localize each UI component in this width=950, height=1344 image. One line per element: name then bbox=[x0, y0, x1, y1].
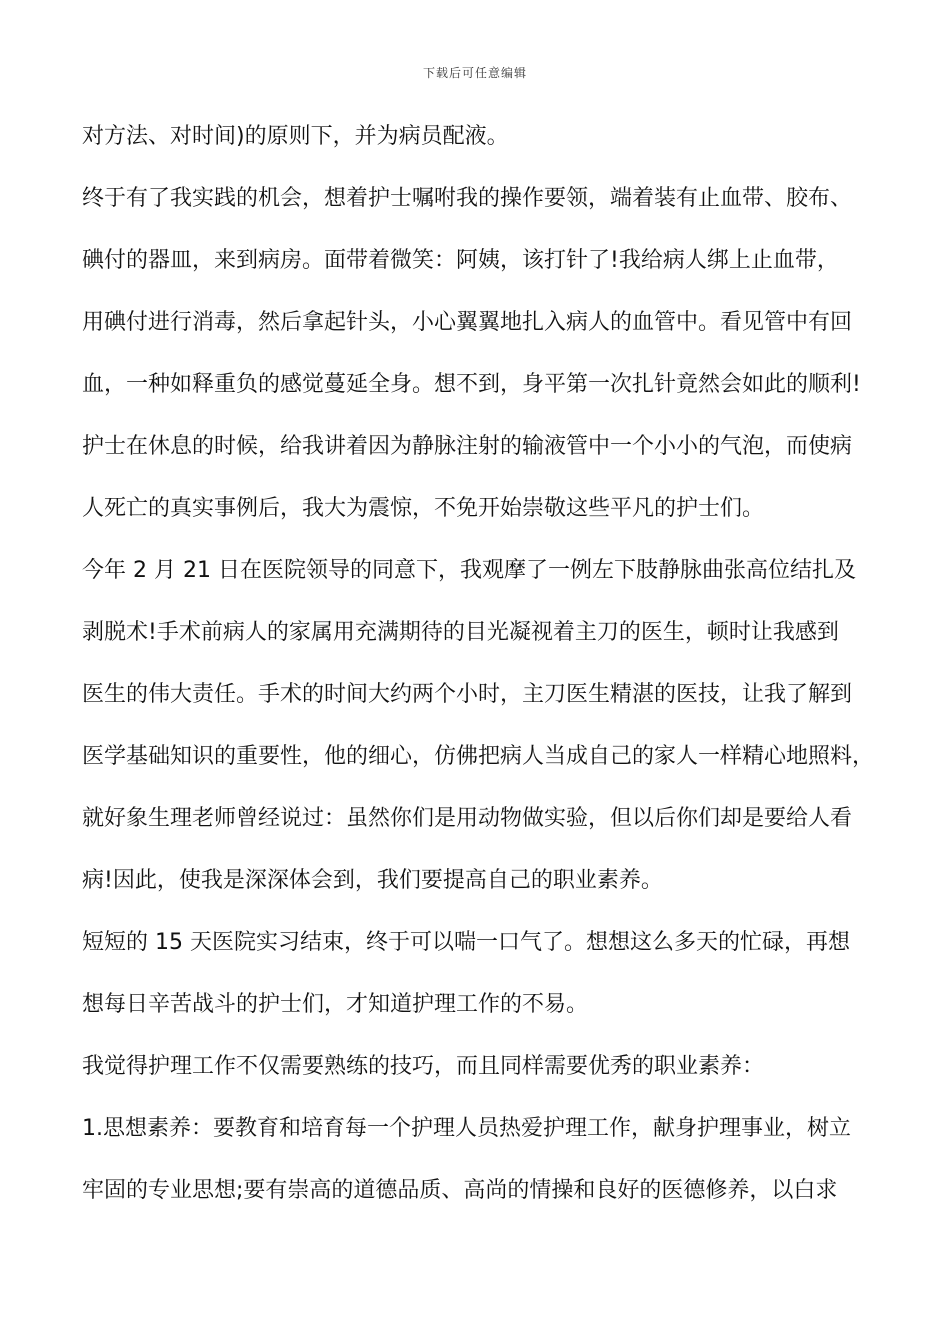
page-header: 下载后可任意编辑 bbox=[422, 66, 527, 80]
text-line: 我觉得护理工作不仅需要熟练的技巧，而且同样需要优秀的职业素养： bbox=[82, 1054, 765, 1079]
text-line: 用碘付进行消毒，然后拿起针头，小心翼翼地扎入病人的血管中。看见管中有回 bbox=[82, 310, 853, 335]
text-line: 剥脱术!手术前病人的家属用充满期待的目光凝视着主刀的医生，顿时让我感到 bbox=[82, 620, 839, 645]
text-line: 病!因此，使我是深深体会到，我们要提高自己的职业素养。 bbox=[82, 868, 663, 893]
text-line: 终于有了我实践的机会，想着护士嘱咐我的操作要领，端着装有止血带、胶布、 bbox=[82, 186, 853, 211]
document-body bbox=[82, 118, 882, 1234]
text-line: 1.思想素养：要教育和培育每一个护理人员热爱护理工作，献身护理事业，树立 bbox=[82, 1116, 851, 1141]
text-line: 牢固的专业思想;要有崇高的道德品质、高尚的情操和良好的医德修养，以白求 bbox=[82, 1178, 838, 1203]
text-line: 人死亡的真实事例后，我大为震惊，不免开始崇敬这些平凡的护士们。 bbox=[82, 496, 765, 521]
text-line: 医生的伟大责任。手术的时间大约两个小时，主刀医生精湛的医技，让我了解到 bbox=[82, 682, 853, 707]
text-line: 血，一种如释重负的感觉蔓延全身。想不到，身平第一次扎针竟然会如此的顺利! bbox=[82, 372, 861, 397]
text-line: 短短的 15 天医院实习结束，终于可以喘一口气了。想想这么多天的忙碌，再想 bbox=[82, 930, 850, 955]
text-line: 就好象生理老师曾经说过：虽然你们是用动物做实验，但以后你们却是要给人看 bbox=[82, 806, 853, 831]
text-line: 医学基础知识的重要性，他的细心，仿佛把病人当成自己的家人一样精心地照料， bbox=[82, 744, 875, 769]
text-line: 今年 2 月 21 日在医院领导的同意下，我观摩了一例左下肢静脉曲张高位结扎及 bbox=[82, 558, 856, 583]
text-line: 护士在休息的时候，给我讲着因为静脉注射的输液管中一个小小的气泡，而使病 bbox=[82, 434, 853, 459]
text-line: 想每日辛苦战斗的护士们，才知道护理工作的不易。 bbox=[82, 992, 589, 1017]
text-line: 对方法、对时间)的原则下，并为病员配液。 bbox=[82, 124, 509, 149]
text-line: 碘付的器皿，来到病房。面带着微笑：阿姨，该打针了!我给病人绑上止血带， bbox=[82, 248, 839, 273]
